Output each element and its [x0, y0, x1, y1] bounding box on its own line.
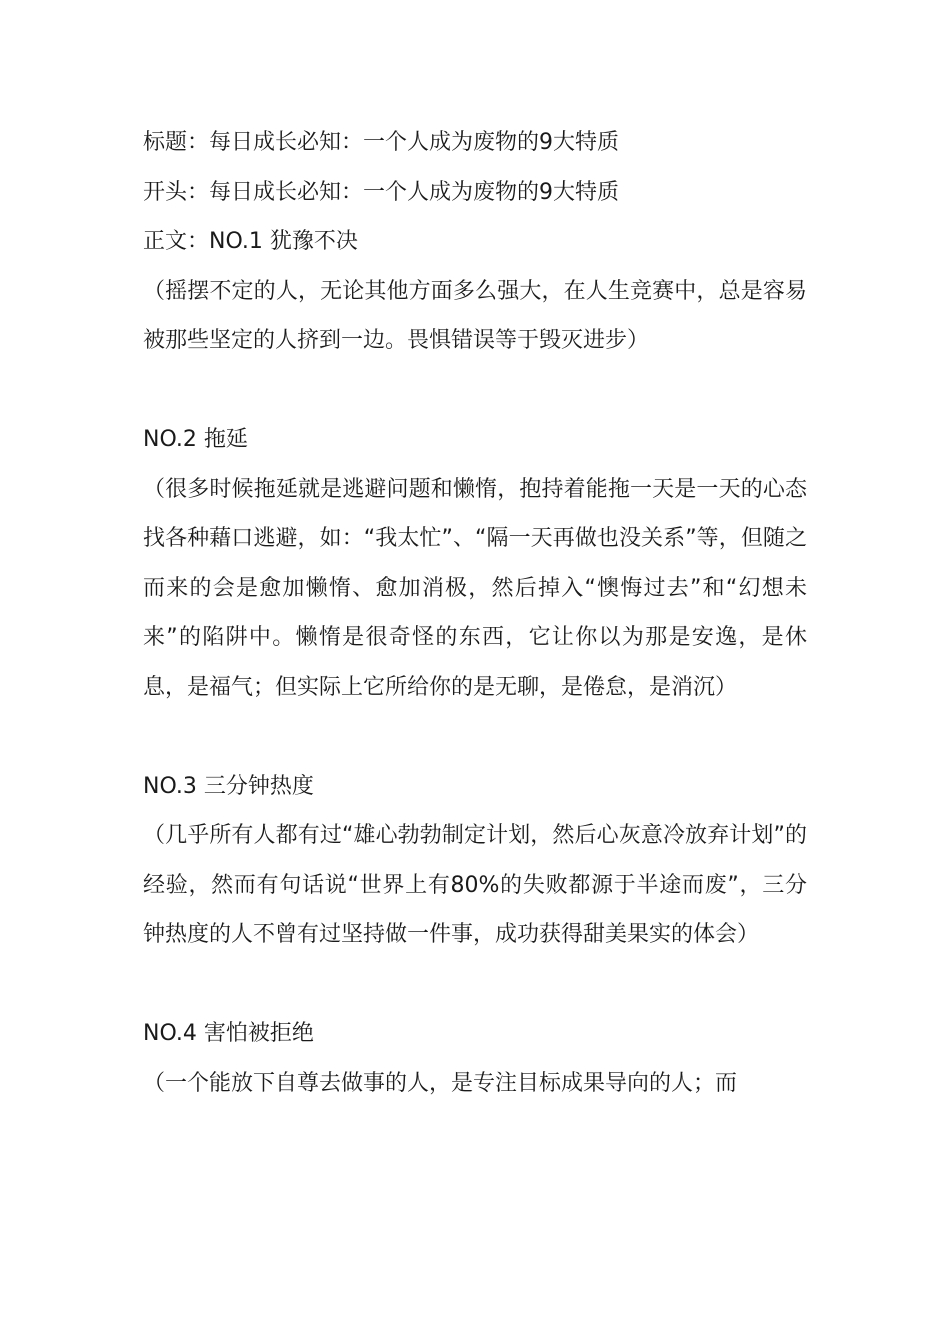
opening-line: 开头：每日成长必知：一个人成为废物的9大特质: [143, 179, 619, 205]
section-1-text: （摇摆不定的人，无论其他方面多么强大，在人生竞赛中，总是容易被那些坚定的人挤到一边。畏惧错误等于毁灭进步）: [143, 278, 807, 353]
section-2-heading: NO.2 拖延: [143, 427, 248, 452]
section-3-text: （几乎所有人都有过“雄心勃勃制定计划，然后心灰意冷放弃计划”的经验，然而有句话说“世界上有80%的失败都源于半途而废”，三分钟热度的人不曾有过坚持做一件事，成功获得甜美果实的体会）: [143, 823, 807, 947]
section-4-heading: NO.4 害怕被拒绝: [143, 1021, 314, 1046]
section-3-heading: NO.3 三分钟热度: [143, 773, 314, 799]
paragraph-gap: [143, 960, 807, 1010]
section-4-text: （一个能放下自尊去做事的人，是专注目标成果导向的人；而: [143, 1070, 738, 1096]
body-intro-heading: 正文：NO.1 犹豫不决: [143, 229, 358, 254]
document-page: [143, 118, 807, 1108]
paragraph-gap: [143, 366, 807, 416]
paragraph-gap: [143, 712, 807, 762]
section-2-text: （很多时候拖延就是逃避问题和懒惰，抱持着能拖一天是一天的心态找各种藉口逃避，如：“我太忙”、“隔一天再做也没关系”等，但随之而来的会是愈加懒惰、愈加消极，然后掉入“懊悔过去”和“幻想未来”的陷阱中。懒惰是很奇怪的东西，它让你以为那是安逸，是休息，是福气；但实际上它所给你的是无聊，是倦怠，是消沉）: [143, 476, 807, 700]
title-line: 标题：每日成长必知：一个人成为废物的9大特质: [143, 130, 619, 155]
